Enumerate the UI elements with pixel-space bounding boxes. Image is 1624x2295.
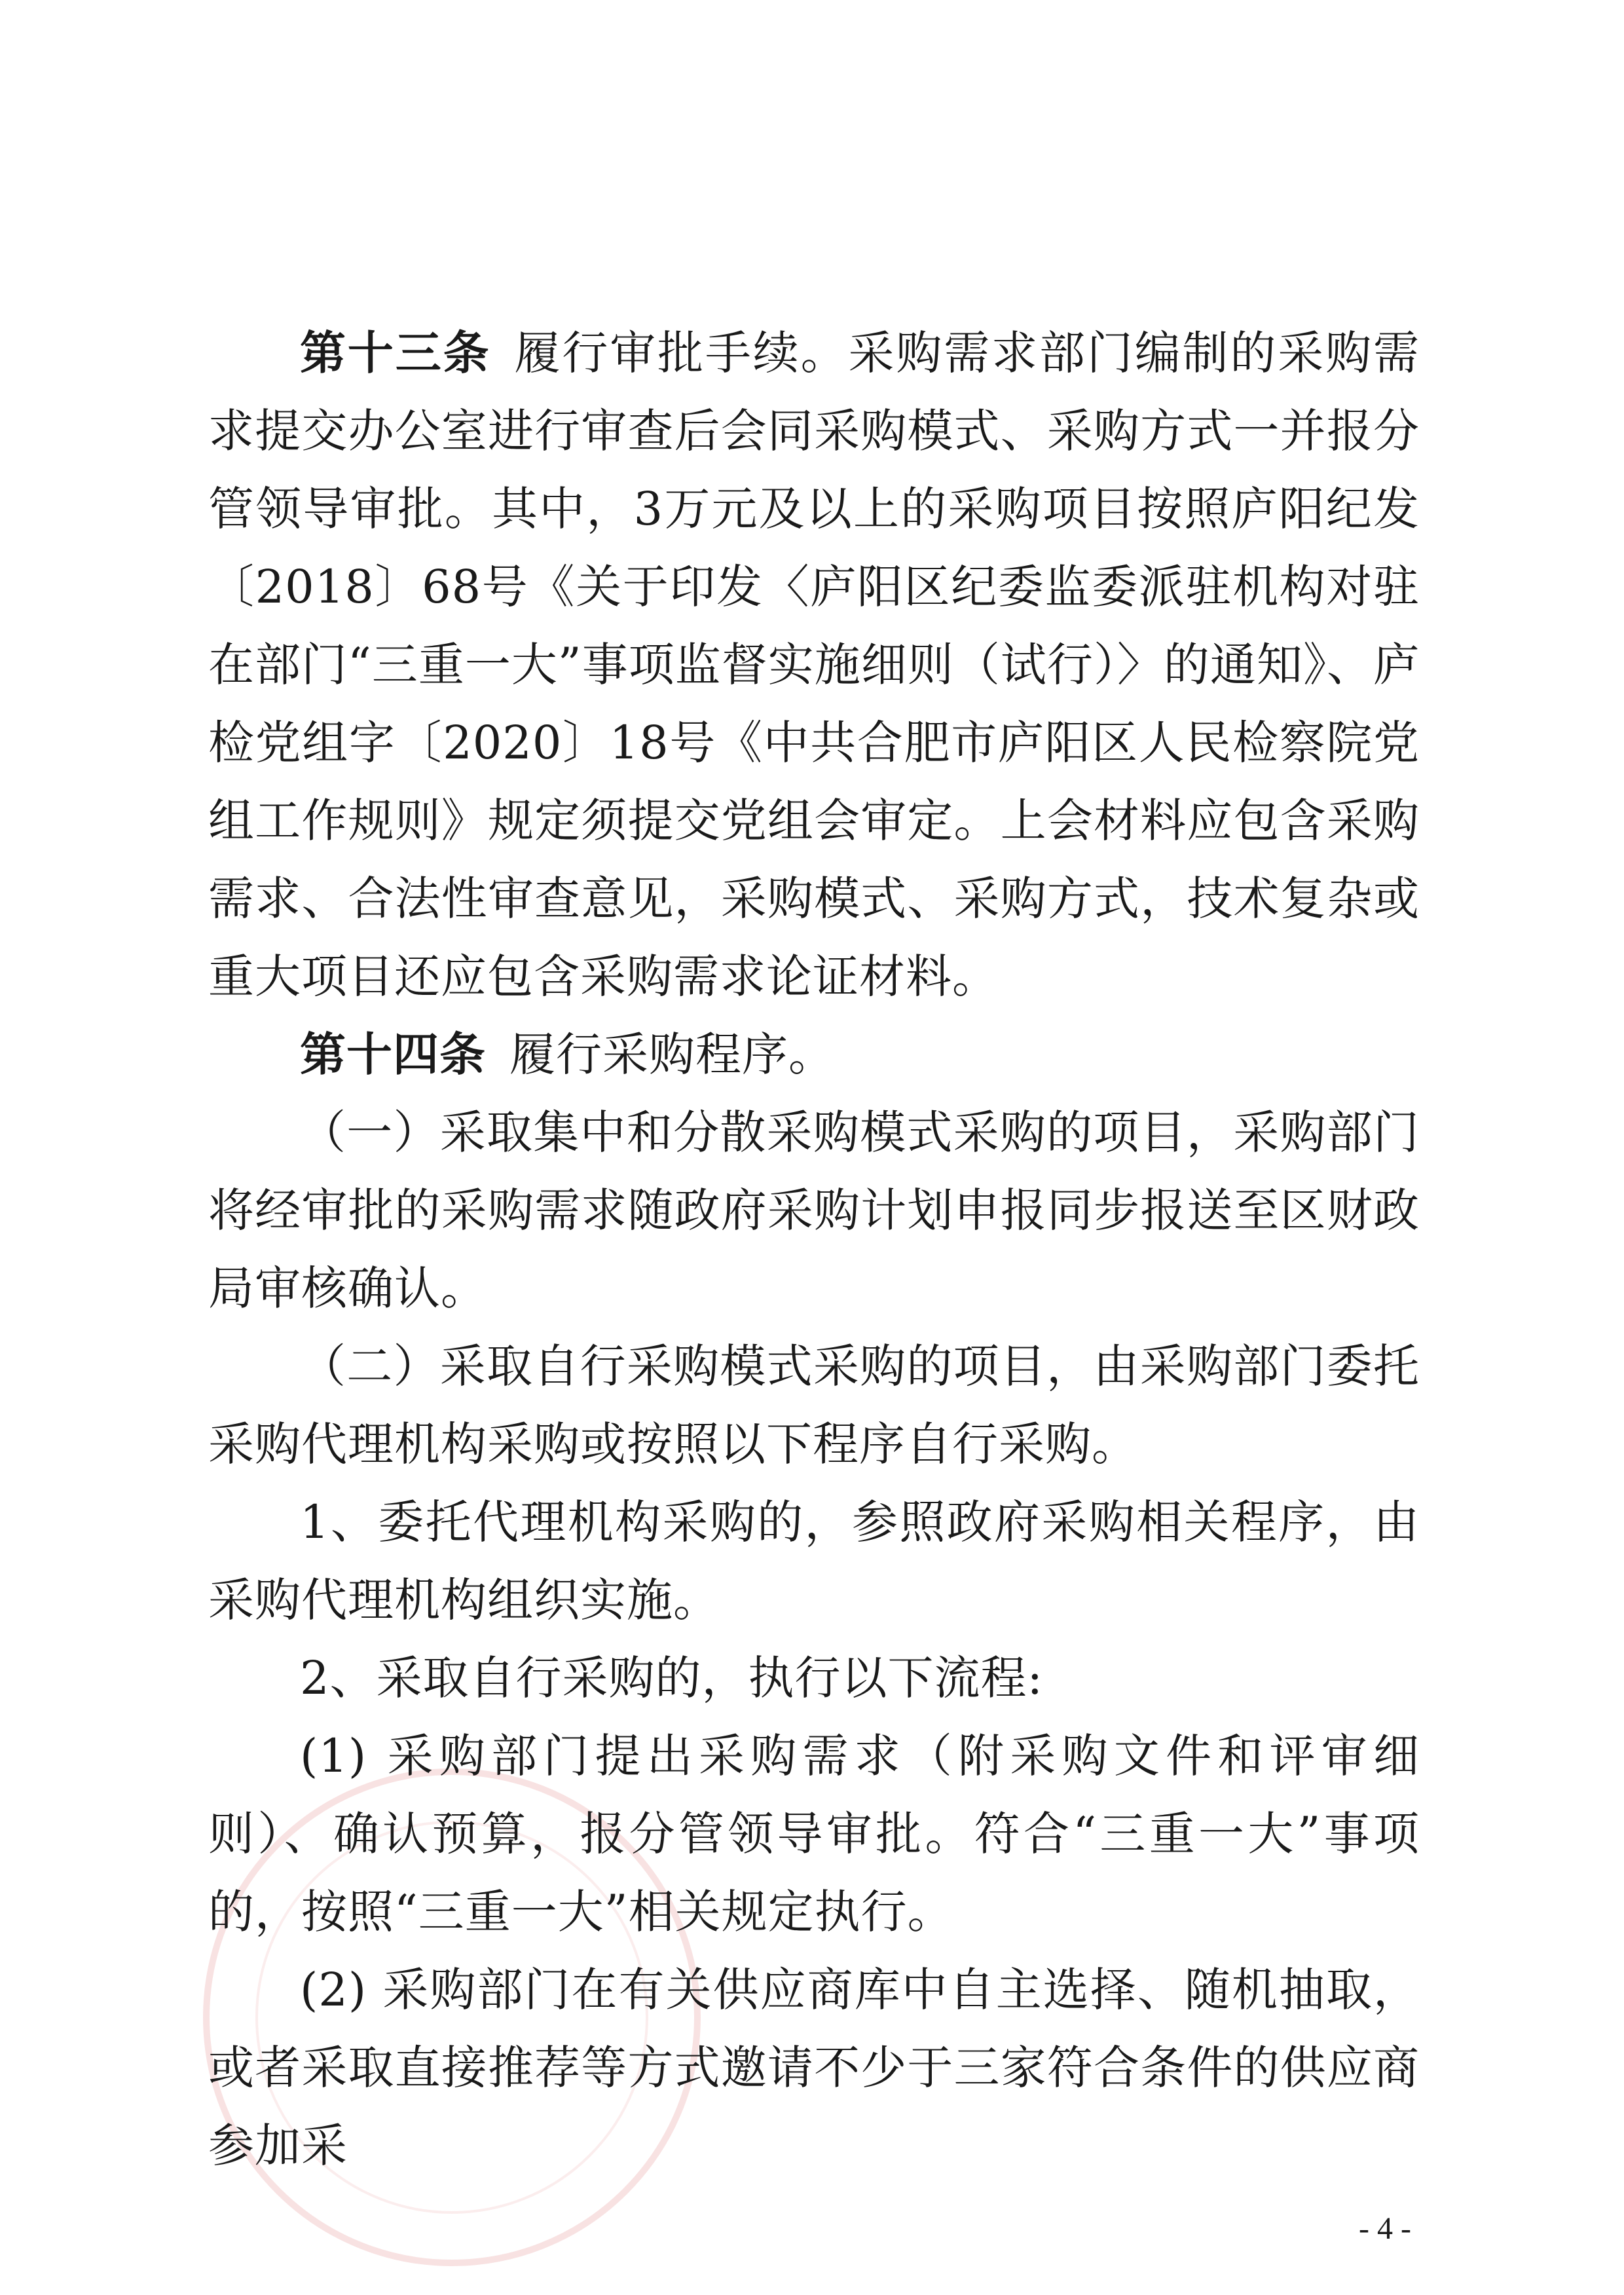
paragraph-step-1: (1) 采购部门提出采购需求（附采购文件和评审细则）、确认预算，报分管领导审批。符合“三重一大”事项的，按照“三重一大”相关规定执行。 — [208, 1729, 1420, 1939]
article-14-heading: 第十四条 — [300, 1028, 486, 1081]
paragraph-subitem-2: 2、采取自行采购的，执行以下流程: — [300, 1651, 1044, 1705]
article-14-text: 履行采购程序。 — [509, 1028, 835, 1081]
page-number: - 4 - — [1359, 2211, 1411, 2246]
article-13 — [208, 314, 1420, 1016]
paragraph-item-1: （一）采取集中和分散采购模式采购的项目，采购部门将经审批的采购需求随政府采购计划申报同步报送至区财政局审核确认。 — [208, 1106, 1420, 1315]
article-13-heading: 第十三条 — [300, 326, 491, 380]
article-14 — [208, 1016, 1420, 1094]
document-body — [208, 314, 1420, 2185]
paragraph-subitem-1: 1、委托代理机构采购的，参照政府采购相关程序，由采购代理机构组织实施。 — [208, 1495, 1420, 1627]
paragraph-step-2: (2) 采购部门在有关供应商库中自主选择、随机抽取，或者采取直接推荐等方式邀请不少于三家符合条件的供应商参加采 — [208, 1963, 1420, 2173]
article-13-text: 履行审批手续。采购需求部门编制的采购需求提交办公室进行审查后会同采购模式、采购方式一并报分管领导审批。其中，3万元及以上的采购项目按照庐阳纪发〔2018〕68号《关于印发〈庐阳区纪委监委派驻机构对驻在部门“三重一大”事项监督实施细则（试行）〉的通知》、庐检党组字〔2020〕18号《中共合肥市庐阳区人民检察院党组工作规则》规定须提交党组会审定。上会材料应包含采购需求、合法性审查意见，采购模式、采购方式，技术复杂或重大项目还应包含采购需求论证材料。 — [208, 326, 1420, 1003]
paragraph-item-2: （二）采取自行采购模式采购的项目，由采购部门委托采购代理机构采购或按照以下程序自行采购。 — [208, 1339, 1420, 1471]
